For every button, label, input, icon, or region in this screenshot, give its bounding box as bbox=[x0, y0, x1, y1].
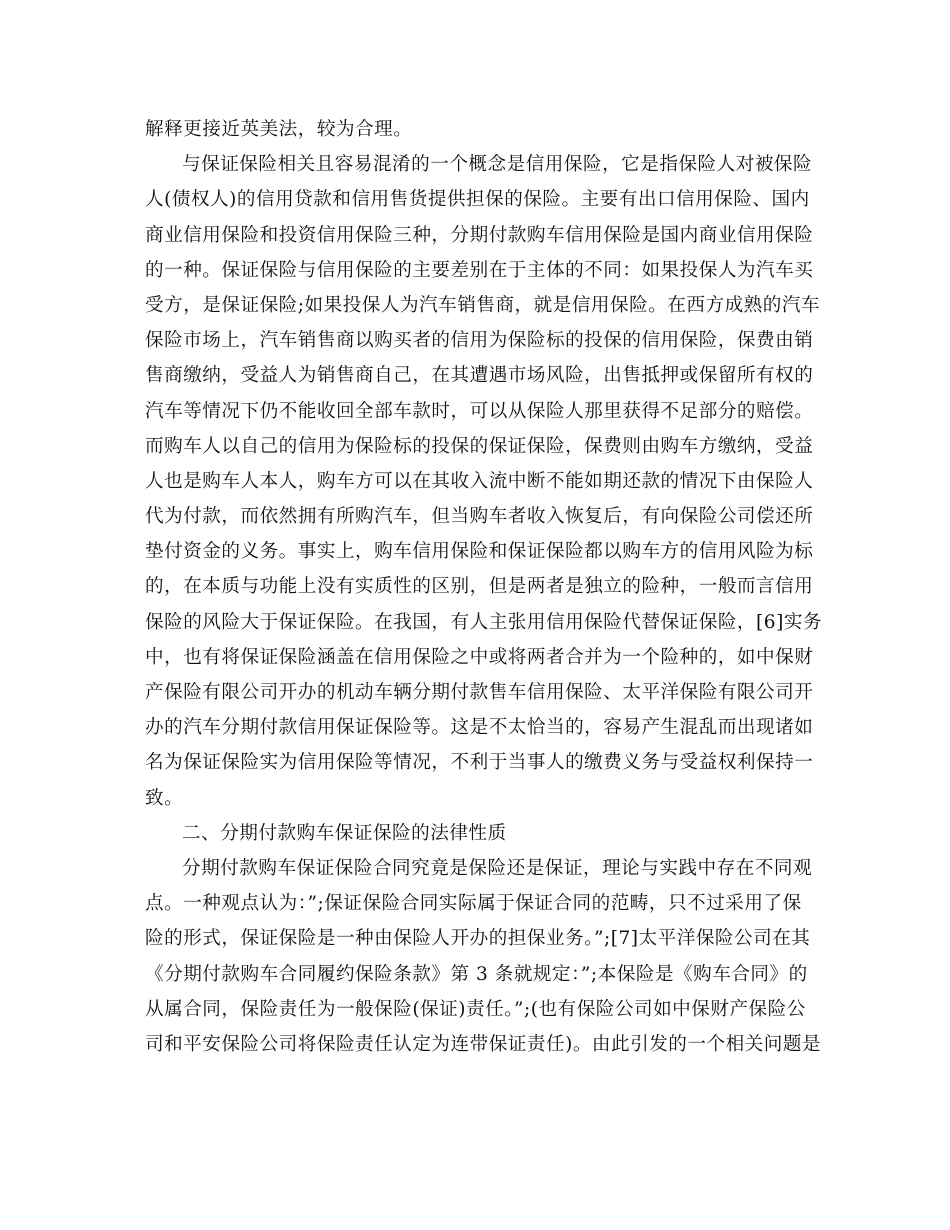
text-line: 司和平安保险公司将保险责任认定为连带保证责任)。由此引发的一个相关问题是 bbox=[145, 1033, 822, 1055]
text-line: 而购车人以自己的信用为保险标的投保的保证保险，保费则由购车方缴纳，受益 bbox=[145, 435, 814, 457]
text-line: 人(债权人)的信用贷款和信用售货提供担保的保险。主要有出口信用保险、国内 bbox=[145, 189, 810, 211]
text-line: 的一种。保证保险与信用保险的主要差别在于主体的不同：如果投保人为汽车买 bbox=[145, 259, 814, 281]
text-line: 保险的风险大于保证保险。在我国，有人主张用信用保险代替保证保险，[6]实务 bbox=[145, 611, 823, 633]
text-line: 垫付资金的义务。事实上，购车信用保险和保证保险都以购车方的信用风险为标 bbox=[145, 541, 814, 563]
text-line: 汽车等情况下仍不能收回全部车款时，可以从保险人那里获得不足部分的赔偿。 bbox=[145, 400, 814, 422]
paragraph-first-line: 分期付款购车保证保险合同究竟是保险还是保证，理论与实践中存在不同观 bbox=[182, 857, 813, 879]
text-line: 中，也有将保证保险涵盖在信用保险之中或将两者合并为一个险种的，如中保财 bbox=[145, 646, 814, 668]
text-line: 点。一种观点认为：”;保证保险合同实际属于保证合同的范畴，只不过采用了保 bbox=[145, 893, 802, 915]
text-line: 售商缴纳，受益人为销售商自己，在其遭遇市场风险，出售抵押或保留所有权的 bbox=[145, 365, 814, 387]
text-line: 产保险有限公司开办的机动车辆分期付款售车信用保险、太平洋保险有限公司开 bbox=[145, 682, 814, 703]
paragraph-first-line: 与保证保险相关且容易混淆的一个概念是信用保险，它是指保险人对被保险 bbox=[182, 154, 813, 176]
text-line: 受方，是保证保险;如果投保人为汽车销售商，就是信用保险。在西方成熟的汽车 bbox=[145, 294, 821, 316]
text-line: 解释更接近英美法，较为合理。 bbox=[145, 119, 413, 140]
document-body bbox=[145, 112, 823, 1062]
text-line: 《分期付款购车合同履约保险条款》第 3 条就规定：”;本保险是《购车合同》的 bbox=[145, 963, 808, 985]
text-line: 商业信用保险和投资信用保险三种，分期付款购车信用保险是国内商业信用保险 bbox=[145, 224, 814, 246]
text-line: 名为保证保险实为信用保险等情况，不利于当事人的缴费义务与受益权利保持一 bbox=[145, 752, 814, 774]
section-heading: 二、分期付款购车保证保险的法律性质 bbox=[182, 822, 507, 844]
text-line: 险的形式，保证保险是一种由保险人开办的担保业务。”;[7]太平洋保险公司在其 bbox=[145, 928, 811, 950]
text-line: 的，在本质与功能上没有实质性的区别，但是两者是独立的险种，一般而言信用 bbox=[145, 576, 814, 598]
text-line: 从属合同，保险责任为一般保险(保证)责任。”;(也有保险公司如中保财产保险公 bbox=[145, 998, 806, 1020]
text-line: 代为付款，而依然拥有所购汽车，但当购车者收入恢复后，有向保险公司偿还所 bbox=[145, 506, 814, 528]
text-line: 人也是购车人本人，购车方可以在其收入流中断不能如期还款的情况下由保险人 bbox=[145, 470, 814, 492]
text-line: 致。 bbox=[145, 787, 184, 809]
text-line: 保险市场上，汽车销售商以购买者的信用为保险标的投保的信用保险，保费由销 bbox=[145, 330, 814, 352]
text-line: 办的汽车分期付款信用保证保险等。这是不太恰当的，容易产生混乱而出现诸如 bbox=[145, 717, 814, 739]
